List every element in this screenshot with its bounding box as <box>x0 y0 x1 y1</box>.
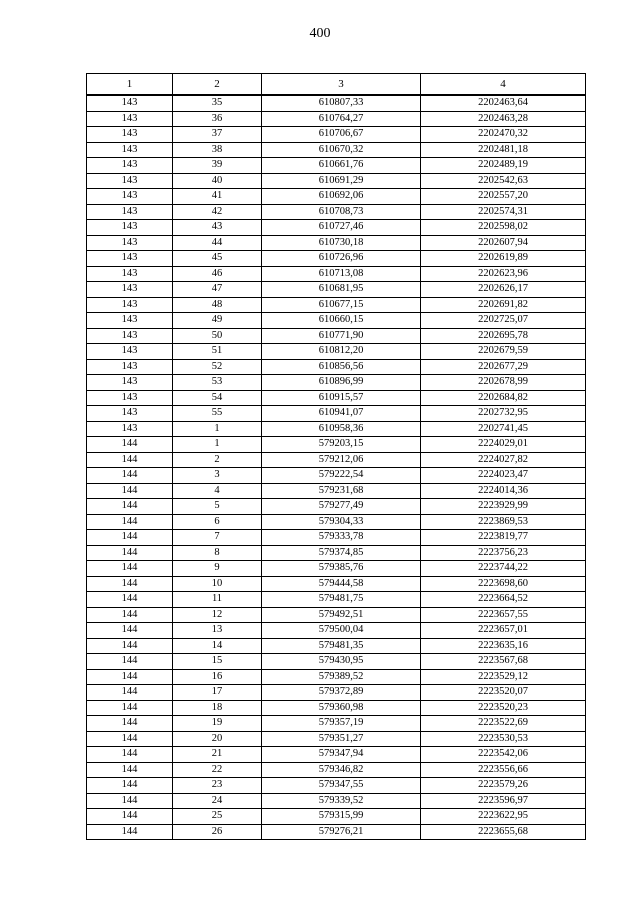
point-number-cell: 51 <box>173 344 262 360</box>
y-coordinate-cell: 2202607,94 <box>421 235 586 251</box>
x-coordinate-cell: 610670,32 <box>262 142 421 158</box>
parcel-number-cell: 144 <box>87 530 173 546</box>
y-coordinate-cell: 2202684,82 <box>421 390 586 406</box>
y-coordinate-cell: 2224023,47 <box>421 468 586 484</box>
table-row <box>87 747 586 763</box>
table-row <box>87 530 586 546</box>
y-coordinate-cell: 2202463,64 <box>421 95 586 111</box>
table-row <box>87 359 586 375</box>
point-number-cell: 35 <box>173 95 262 111</box>
parcel-number-cell: 143 <box>87 111 173 127</box>
point-number-cell: 15 <box>173 654 262 670</box>
parcel-number-cell: 143 <box>87 313 173 329</box>
point-number-cell: 14 <box>173 638 262 654</box>
point-number-cell: 43 <box>173 220 262 236</box>
x-coordinate-cell: 610915,57 <box>262 390 421 406</box>
point-number-cell: 12 <box>173 607 262 623</box>
y-coordinate-cell: 2202557,20 <box>421 189 586 205</box>
point-number-cell: 4 <box>173 483 262 499</box>
table-row <box>87 561 586 577</box>
table-row <box>87 545 586 561</box>
parcel-number-cell: 143 <box>87 375 173 391</box>
y-coordinate-cell: 2202725,07 <box>421 313 586 329</box>
y-coordinate-cell: 2202741,45 <box>421 421 586 437</box>
point-number-cell: 53 <box>173 375 262 391</box>
table-row <box>87 375 586 391</box>
point-number-cell: 41 <box>173 189 262 205</box>
parcel-number-cell: 143 <box>87 95 173 111</box>
point-number-cell: 50 <box>173 328 262 344</box>
point-number-cell: 1 <box>173 437 262 453</box>
point-number-cell: 25 <box>173 809 262 825</box>
point-number-cell: 2 <box>173 452 262 468</box>
y-coordinate-cell: 2223579,26 <box>421 778 586 794</box>
point-number-cell: 18 <box>173 700 262 716</box>
table-row <box>87 778 586 794</box>
x-coordinate-cell: 610681,95 <box>262 282 421 298</box>
y-coordinate-cell: 2223567,68 <box>421 654 586 670</box>
table-row <box>87 328 586 344</box>
x-coordinate-cell: 579372,89 <box>262 685 421 701</box>
point-number-cell: 46 <box>173 266 262 282</box>
point-number-cell: 24 <box>173 793 262 809</box>
x-coordinate-cell: 579315,99 <box>262 809 421 825</box>
point-number-cell: 48 <box>173 297 262 313</box>
x-coordinate-cell: 579212,06 <box>262 452 421 468</box>
y-coordinate-cell: 2223869,53 <box>421 514 586 530</box>
y-coordinate-cell: 2223819,77 <box>421 530 586 546</box>
x-coordinate-cell: 579231,68 <box>262 483 421 499</box>
column-header: 3 <box>262 74 421 96</box>
x-coordinate-cell: 579276,21 <box>262 824 421 840</box>
x-coordinate-cell: 579389,52 <box>262 669 421 685</box>
parcel-number-cell: 143 <box>87 297 173 313</box>
point-number-cell: 40 <box>173 173 262 189</box>
column-header: 4 <box>421 74 586 96</box>
table-row <box>87 716 586 732</box>
table-row <box>87 142 586 158</box>
x-coordinate-cell: 579385,76 <box>262 561 421 577</box>
point-number-cell: 13 <box>173 623 262 639</box>
parcel-number-cell: 144 <box>87 778 173 794</box>
y-coordinate-cell: 2223520,23 <box>421 700 586 716</box>
y-coordinate-cell: 2202470,32 <box>421 127 586 143</box>
point-number-cell: 6 <box>173 514 262 530</box>
x-coordinate-cell: 579347,55 <box>262 778 421 794</box>
table-row <box>87 220 586 236</box>
page-number: 400 <box>309 26 331 41</box>
x-coordinate-cell: 610713,08 <box>262 266 421 282</box>
parcel-number-cell: 144 <box>87 747 173 763</box>
parcel-number-cell: 143 <box>87 421 173 437</box>
y-coordinate-cell: 2224027,82 <box>421 452 586 468</box>
parcel-number-cell: 144 <box>87 809 173 825</box>
table-row <box>87 623 586 639</box>
point-number-cell: 10 <box>173 576 262 592</box>
y-coordinate-cell: 2202574,31 <box>421 204 586 220</box>
table-row <box>87 127 586 143</box>
x-coordinate-cell: 610896,99 <box>262 375 421 391</box>
table-row <box>87 514 586 530</box>
point-number-cell: 42 <box>173 204 262 220</box>
x-coordinate-cell: 579481,35 <box>262 638 421 654</box>
table-row <box>87 793 586 809</box>
x-coordinate-cell: 579360,98 <box>262 700 421 716</box>
table-row <box>87 731 586 747</box>
table-row <box>87 437 586 453</box>
x-coordinate-cell: 610771,90 <box>262 328 421 344</box>
y-coordinate-cell: 2202626,17 <box>421 282 586 298</box>
y-coordinate-cell: 2223657,01 <box>421 623 586 639</box>
y-coordinate-cell: 2223596,97 <box>421 793 586 809</box>
x-coordinate-cell: 610764,27 <box>262 111 421 127</box>
parcel-number-cell: 143 <box>87 189 173 205</box>
parcel-number-cell: 144 <box>87 669 173 685</box>
y-coordinate-cell: 2202619,89 <box>421 251 586 267</box>
y-coordinate-cell: 2223530,53 <box>421 731 586 747</box>
table-row <box>87 638 586 654</box>
table-row <box>87 607 586 623</box>
parcel-number-cell: 144 <box>87 731 173 747</box>
table-row <box>87 654 586 670</box>
x-coordinate-cell: 610727,46 <box>262 220 421 236</box>
point-number-cell: 49 <box>173 313 262 329</box>
point-number-cell: 5 <box>173 499 262 515</box>
table-row <box>87 483 586 499</box>
table-row <box>87 700 586 716</box>
parcel-number-cell: 144 <box>87 700 173 716</box>
parcel-number-cell: 143 <box>87 266 173 282</box>
x-coordinate-cell: 579430,95 <box>262 654 421 670</box>
x-coordinate-cell: 579277,49 <box>262 499 421 515</box>
y-coordinate-cell: 2202678,99 <box>421 375 586 391</box>
point-number-cell: 44 <box>173 235 262 251</box>
parcel-number-cell: 144 <box>87 623 173 639</box>
y-coordinate-cell: 2202542,63 <box>421 173 586 189</box>
x-coordinate-cell: 579339,52 <box>262 793 421 809</box>
x-coordinate-cell: 579374,85 <box>262 545 421 561</box>
parcel-number-cell: 144 <box>87 437 173 453</box>
x-coordinate-cell: 610941,07 <box>262 406 421 422</box>
table-row <box>87 685 586 701</box>
parcel-number-cell: 143 <box>87 158 173 174</box>
table-row <box>87 592 586 608</box>
table-row <box>87 235 586 251</box>
y-coordinate-cell: 2202489,19 <box>421 158 586 174</box>
table-body <box>87 95 586 840</box>
y-coordinate-cell: 2223529,12 <box>421 669 586 685</box>
parcel-number-cell: 144 <box>87 654 173 670</box>
y-coordinate-cell: 2202732,95 <box>421 406 586 422</box>
table-row <box>87 111 586 127</box>
x-coordinate-cell: 610726,96 <box>262 251 421 267</box>
point-number-cell: 38 <box>173 142 262 158</box>
point-number-cell: 8 <box>173 545 262 561</box>
table-row <box>87 499 586 515</box>
x-coordinate-cell: 579304,33 <box>262 514 421 530</box>
x-coordinate-cell: 579351,27 <box>262 731 421 747</box>
table-row <box>87 282 586 298</box>
point-number-cell: 52 <box>173 359 262 375</box>
parcel-number-cell: 144 <box>87 545 173 561</box>
table-row <box>87 421 586 437</box>
parcel-number-cell: 144 <box>87 592 173 608</box>
table-row <box>87 158 586 174</box>
y-coordinate-cell: 2202623,96 <box>421 266 586 282</box>
y-coordinate-cell: 2223744,22 <box>421 561 586 577</box>
x-coordinate-cell: 610730,18 <box>262 235 421 251</box>
point-number-cell: 54 <box>173 390 262 406</box>
parcel-number-cell: 144 <box>87 452 173 468</box>
table-row <box>87 95 586 111</box>
x-coordinate-cell: 579481,75 <box>262 592 421 608</box>
table-row <box>87 824 586 840</box>
table-row <box>87 344 586 360</box>
column-header: 2 <box>173 74 262 96</box>
x-coordinate-cell: 579492,51 <box>262 607 421 623</box>
x-coordinate-cell: 610706,67 <box>262 127 421 143</box>
point-number-cell: 47 <box>173 282 262 298</box>
point-number-cell: 45 <box>173 251 262 267</box>
point-number-cell: 3 <box>173 468 262 484</box>
table-row <box>87 468 586 484</box>
x-coordinate-cell: 579222,54 <box>262 468 421 484</box>
y-coordinate-cell: 2223664,52 <box>421 592 586 608</box>
parcel-number-cell: 144 <box>87 561 173 577</box>
y-coordinate-cell: 2202695,78 <box>421 328 586 344</box>
table-row <box>87 266 586 282</box>
table-row <box>87 406 586 422</box>
parcel-number-cell: 144 <box>87 685 173 701</box>
parcel-number-cell: 144 <box>87 499 173 515</box>
parcel-number-cell: 143 <box>87 173 173 189</box>
parcel-number-cell: 143 <box>87 328 173 344</box>
x-coordinate-cell: 579333,78 <box>262 530 421 546</box>
x-coordinate-cell: 610807,33 <box>262 95 421 111</box>
table-row <box>87 390 586 406</box>
point-number-cell: 9 <box>173 561 262 577</box>
x-coordinate-cell: 610708,73 <box>262 204 421 220</box>
parcel-number-cell: 143 <box>87 344 173 360</box>
x-coordinate-cell: 610812,20 <box>262 344 421 360</box>
y-coordinate-cell: 2202481,18 <box>421 142 586 158</box>
point-number-cell: 26 <box>173 824 262 840</box>
parcel-number-cell: 143 <box>87 406 173 422</box>
y-coordinate-cell: 2223520,07 <box>421 685 586 701</box>
table-row <box>87 313 586 329</box>
parcel-number-cell: 143 <box>87 282 173 298</box>
table-row <box>87 189 586 205</box>
y-coordinate-cell: 2223657,55 <box>421 607 586 623</box>
table-row <box>87 669 586 685</box>
y-coordinate-cell: 2223622,95 <box>421 809 586 825</box>
parcel-number-cell: 143 <box>87 359 173 375</box>
table-row <box>87 173 586 189</box>
point-number-cell: 21 <box>173 747 262 763</box>
table-row <box>87 251 586 267</box>
point-number-cell: 20 <box>173 731 262 747</box>
point-number-cell: 37 <box>173 127 262 143</box>
y-coordinate-cell: 2223522,69 <box>421 716 586 732</box>
x-coordinate-cell: 610660,15 <box>262 313 421 329</box>
point-number-cell: 1 <box>173 421 262 437</box>
table-row <box>87 576 586 592</box>
parcel-number-cell: 144 <box>87 793 173 809</box>
table-row <box>87 297 586 313</box>
parcel-number-cell: 143 <box>87 235 173 251</box>
x-coordinate-cell: 579357,19 <box>262 716 421 732</box>
x-coordinate-cell: 579346,82 <box>262 762 421 778</box>
x-coordinate-cell: 610856,56 <box>262 359 421 375</box>
y-coordinate-cell: 2224014,36 <box>421 483 586 499</box>
column-header: 1 <box>87 74 173 96</box>
table-row <box>87 204 586 220</box>
parcel-number-cell: 144 <box>87 824 173 840</box>
parcel-number-cell: 144 <box>87 483 173 499</box>
x-coordinate-cell: 579500,04 <box>262 623 421 639</box>
y-coordinate-cell: 2223756,23 <box>421 545 586 561</box>
parcel-number-cell: 144 <box>87 607 173 623</box>
y-coordinate-cell: 2202691,82 <box>421 297 586 313</box>
parcel-number-cell: 143 <box>87 142 173 158</box>
table-row <box>87 762 586 778</box>
point-number-cell: 36 <box>173 111 262 127</box>
parcel-number-cell: 144 <box>87 468 173 484</box>
parcel-number-cell: 144 <box>87 638 173 654</box>
parcel-number-cell: 143 <box>87 127 173 143</box>
x-coordinate-cell: 579203,15 <box>262 437 421 453</box>
y-coordinate-cell: 2202677,29 <box>421 359 586 375</box>
y-coordinate-cell: 2224029,01 <box>421 437 586 453</box>
y-coordinate-cell: 2223698,60 <box>421 576 586 592</box>
parcel-number-cell: 144 <box>87 762 173 778</box>
parcel-number-cell: 143 <box>87 251 173 267</box>
x-coordinate-cell: 579347,94 <box>262 747 421 763</box>
x-coordinate-cell: 579444,58 <box>262 576 421 592</box>
parcel-number-cell: 144 <box>87 716 173 732</box>
parcel-number-cell: 143 <box>87 204 173 220</box>
point-number-cell: 17 <box>173 685 262 701</box>
y-coordinate-cell: 2223655,68 <box>421 824 586 840</box>
parcel-number-cell: 143 <box>87 220 173 236</box>
table-row <box>87 452 586 468</box>
x-coordinate-cell: 610692,06 <box>262 189 421 205</box>
x-coordinate-cell: 610691,29 <box>262 173 421 189</box>
table-row <box>87 809 586 825</box>
y-coordinate-cell: 2202598,02 <box>421 220 586 236</box>
point-number-cell: 7 <box>173 530 262 546</box>
point-number-cell: 55 <box>173 406 262 422</box>
parcel-number-cell: 143 <box>87 390 173 406</box>
parcel-number-cell: 144 <box>87 576 173 592</box>
y-coordinate-cell: 2202463,28 <box>421 111 586 127</box>
y-coordinate-cell: 2223556,66 <box>421 762 586 778</box>
y-coordinate-cell: 2223635,16 <box>421 638 586 654</box>
y-coordinate-cell: 2202679,59 <box>421 344 586 360</box>
x-coordinate-cell: 610958,36 <box>262 421 421 437</box>
point-number-cell: 22 <box>173 762 262 778</box>
table-header-row <box>87 74 586 96</box>
point-number-cell: 39 <box>173 158 262 174</box>
y-coordinate-cell: 2223542,06 <box>421 747 586 763</box>
parcel-number-cell: 144 <box>87 514 173 530</box>
point-number-cell: 11 <box>173 592 262 608</box>
x-coordinate-cell: 610661,76 <box>262 158 421 174</box>
point-number-cell: 19 <box>173 716 262 732</box>
x-coordinate-cell: 610677,15 <box>262 297 421 313</box>
coordinates-table <box>86 73 586 840</box>
y-coordinate-cell: 2223929,99 <box>421 499 586 515</box>
point-number-cell: 16 <box>173 669 262 685</box>
point-number-cell: 23 <box>173 778 262 794</box>
